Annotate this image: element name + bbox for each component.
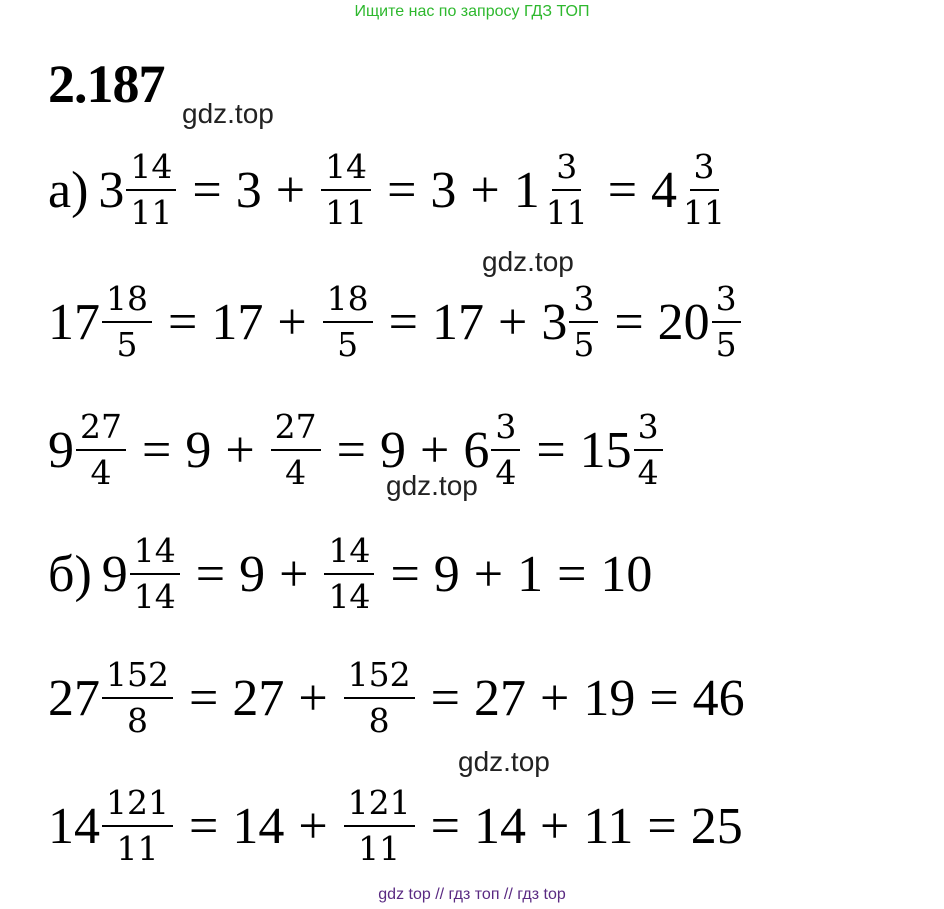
fraction [344, 655, 415, 741]
fraction [102, 655, 173, 741]
fraction [102, 279, 152, 365]
whole-number: 9 [433, 545, 460, 603]
equals-sign: = [388, 293, 418, 351]
denominator: 4 [285, 453, 307, 492]
equals-sign: = [430, 669, 460, 727]
equals-sign: = [142, 421, 172, 479]
whole-number: 14 [232, 797, 285, 855]
denominator: 14 [133, 577, 176, 616]
equals-sign: = [390, 545, 420, 603]
equation-line [48, 648, 745, 748]
plus-sign: + [497, 293, 528, 351]
denominator: 5 [573, 325, 595, 364]
numerator: 14 [126, 147, 176, 191]
plus-sign: + [470, 161, 500, 219]
problem-number: 2.187 [48, 54, 165, 114]
fraction [344, 783, 415, 869]
denominator: 11 [545, 193, 588, 232]
numerator: 121 [102, 783, 173, 827]
fraction [324, 531, 374, 617]
equals-sign: = [189, 669, 219, 727]
fraction [321, 147, 371, 233]
denominator: 11 [683, 193, 726, 232]
whole-number: 17 [431, 293, 484, 351]
denominator: 4 [495, 453, 517, 492]
denominator: 11 [116, 829, 159, 868]
numerator: 14 [324, 531, 374, 575]
plus-sign: + [279, 545, 309, 603]
whole-number: 10 [600, 545, 653, 603]
equation-line [48, 140, 731, 240]
whole-number: 19 [583, 669, 636, 727]
whole-number: 15 [579, 421, 632, 479]
denominator: 5 [715, 325, 737, 364]
equals-sign: = [614, 293, 644, 351]
numerator: 18 [102, 279, 152, 323]
watermark: gdz.top [386, 470, 478, 501]
equals-sign: = [649, 669, 679, 727]
numerator: 152 [344, 655, 415, 699]
equals-sign: = [607, 161, 638, 219]
numerator: 27 [76, 407, 126, 451]
numerator: 121 [344, 783, 415, 827]
plus-sign: + [225, 421, 255, 479]
whole-number: 9 [48, 421, 74, 479]
numerator: 3 [552, 147, 581, 191]
equation-line [48, 524, 652, 624]
equals-sign: = [430, 797, 460, 855]
watermark: gdz.top [182, 98, 274, 129]
whole-number: 6 [463, 421, 490, 479]
denominator: 4 [637, 453, 659, 492]
item-label: б) [48, 545, 92, 603]
equals-sign: = [647, 797, 677, 855]
fraction [130, 531, 180, 617]
whole-number: 9 [379, 421, 406, 479]
whole-number: 4 [651, 161, 678, 219]
numerator: 27 [271, 407, 321, 451]
numerator: 3 [690, 147, 719, 191]
whole-number: 3 [430, 161, 457, 219]
whole-number: 11 [583, 797, 634, 855]
whole-number: 3 [541, 293, 568, 351]
equals-sign: = [336, 421, 366, 479]
fraction [76, 407, 126, 493]
plus-sign: + [277, 293, 307, 351]
whole-number: 9 [239, 545, 266, 603]
whole-number: 25 [690, 797, 743, 855]
denominator: 11 [358, 829, 401, 868]
fraction [126, 147, 176, 233]
whole-number: 17 [211, 293, 264, 351]
equals-sign: = [536, 421, 566, 479]
fraction [271, 407, 321, 493]
denominator: 5 [116, 325, 138, 364]
whole-number: 46 [692, 669, 745, 727]
numerator: 3 [491, 407, 520, 451]
watermark: gdz.top [458, 746, 550, 777]
item-label: а) [48, 161, 89, 219]
fraction [634, 407, 663, 493]
denominator: 8 [368, 701, 390, 740]
numerator: 3 [712, 279, 741, 323]
denominator: 14 [328, 577, 371, 616]
whole-number: 27 [232, 669, 285, 727]
whole-number: 20 [657, 293, 710, 351]
denominator: 5 [337, 325, 359, 364]
numerator: 14 [321, 147, 371, 191]
equals-sign: = [195, 545, 226, 603]
whole-number: 27 [48, 669, 100, 727]
equation-line [48, 400, 665, 500]
plus-sign: + [539, 669, 570, 727]
equals-sign: = [387, 161, 417, 219]
numerator: 18 [323, 279, 373, 323]
equals-sign: = [557, 545, 587, 603]
numerator: 3 [569, 279, 598, 323]
equals-sign: = [168, 293, 198, 351]
whole-number: 14 [48, 797, 100, 855]
whole-number: 3 [98, 161, 125, 219]
footer: gdz top // гдз топ // гдз top [378, 886, 566, 903]
equation-line [48, 272, 743, 372]
denominator: 11 [325, 193, 368, 232]
plus-sign: + [275, 161, 306, 219]
plus-sign: + [473, 545, 504, 603]
whole-number: 27 [473, 669, 526, 727]
numerator: 152 [102, 655, 173, 699]
whole-number: 3 [235, 161, 262, 219]
fraction [102, 783, 173, 869]
whole-number: 9 [185, 421, 212, 479]
whole-number: 17 [48, 293, 100, 351]
numerator: 14 [130, 531, 180, 575]
equation-line [48, 776, 743, 876]
watermark: gdz.top [482, 246, 574, 277]
whole-number: 1 [513, 161, 540, 219]
top-banner: Ищите нас по запросу ГДЗ ТОП [354, 3, 590, 20]
plus-sign: + [539, 797, 570, 855]
fraction [679, 147, 729, 233]
whole-number: 14 [473, 797, 526, 855]
whole-number: 1 [517, 545, 544, 603]
fraction [491, 407, 520, 493]
whole-number: 9 [101, 545, 128, 603]
denominator: 11 [130, 193, 173, 232]
numerator: 3 [634, 407, 663, 451]
plus-sign: + [298, 669, 328, 727]
fraction [569, 279, 598, 365]
equals-sign: = [189, 797, 219, 855]
denominator: 8 [127, 701, 148, 740]
denominator: 4 [90, 453, 112, 492]
fraction [323, 279, 373, 365]
fraction [542, 147, 592, 233]
fraction [712, 279, 741, 365]
equals-sign: = [192, 161, 222, 219]
plus-sign: + [298, 797, 328, 855]
plus-sign: + [419, 421, 450, 479]
